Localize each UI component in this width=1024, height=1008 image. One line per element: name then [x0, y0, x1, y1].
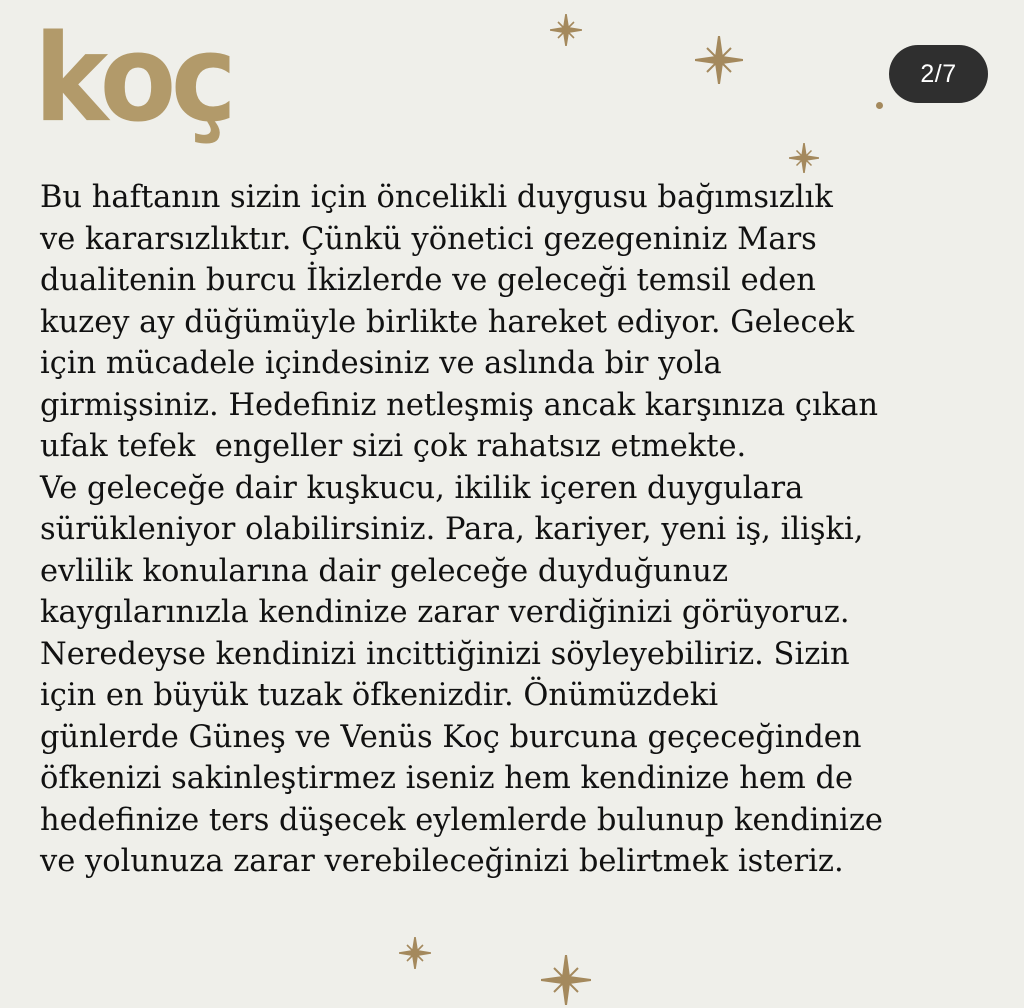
body-line: dualitenin burcu İkizlerde ve geleceği temsil eden: [40, 263, 816, 298]
horoscope-body-text: [40, 177, 1015, 883]
body-line: ve kararsızlıktır. Çünkü yönetici gezegeniniz Mars: [40, 221, 817, 257]
body-line: için mücadele içindesiniz ve aslında bir yola: [40, 346, 722, 381]
sparkle-star-icon: [550, 14, 582, 46]
body-line: Ve geleceğe dair kuşkucu, ikilik içeren duygulara: [40, 470, 804, 506]
sparkle-star-icon: [399, 937, 431, 969]
page-indicator-badge: 2/7: [889, 45, 988, 103]
body-line: sürükleniyor olabilirsiniz. Para, kariyer, yeni iş, ilişki,: [40, 512, 864, 547]
body-line: öfkenizi sakinleştirmez iseniz hem kendinize hem de: [40, 761, 854, 796]
dot-icon: [876, 102, 883, 109]
body-line: ufak tefek engeller sizi çok rahatsız etmekte.: [40, 429, 747, 464]
body-line: günlerde Güneş ve Venüs Koç burcuna geçeceğinden: [40, 719, 862, 755]
body-line: evlilik konularına dair geleceğe duyduğunuz: [40, 553, 729, 589]
body-line: Bu haftanın sizin için öncelikli duygusu bağımsızlık: [40, 180, 833, 215]
body-line: girmişsiniz. Hedefiniz netleşmiş ancak karşınıza çıkan: [40, 387, 879, 423]
body-line: kaygılarınızla kendinize zarar verdiğinizi görüyoruz.: [40, 595, 850, 630]
sparkle-star-icon: [695, 36, 743, 84]
body-line: Neredeyse kendinizi incittiğinizi söyleyebiliriz. Sizin: [40, 636, 850, 672]
body-line: kuzey ay düğümüyle birlikte hareket ediyor. Gelecek: [40, 304, 855, 340]
page-title: koç: [34, 10, 232, 149]
body-line: ve yolunuza zarar verebileceğinizi belirtmek isteriz.: [40, 844, 844, 879]
body-line: için en büyük tuzak öfkenizdir. Önümüzdeki: [40, 678, 719, 713]
sparkle-star-icon: [789, 143, 819, 173]
body-line: hedefinize ters düşecek eylemlerde bulunup kendinize: [40, 802, 883, 838]
sparkle-star-icon: [541, 955, 591, 1005]
